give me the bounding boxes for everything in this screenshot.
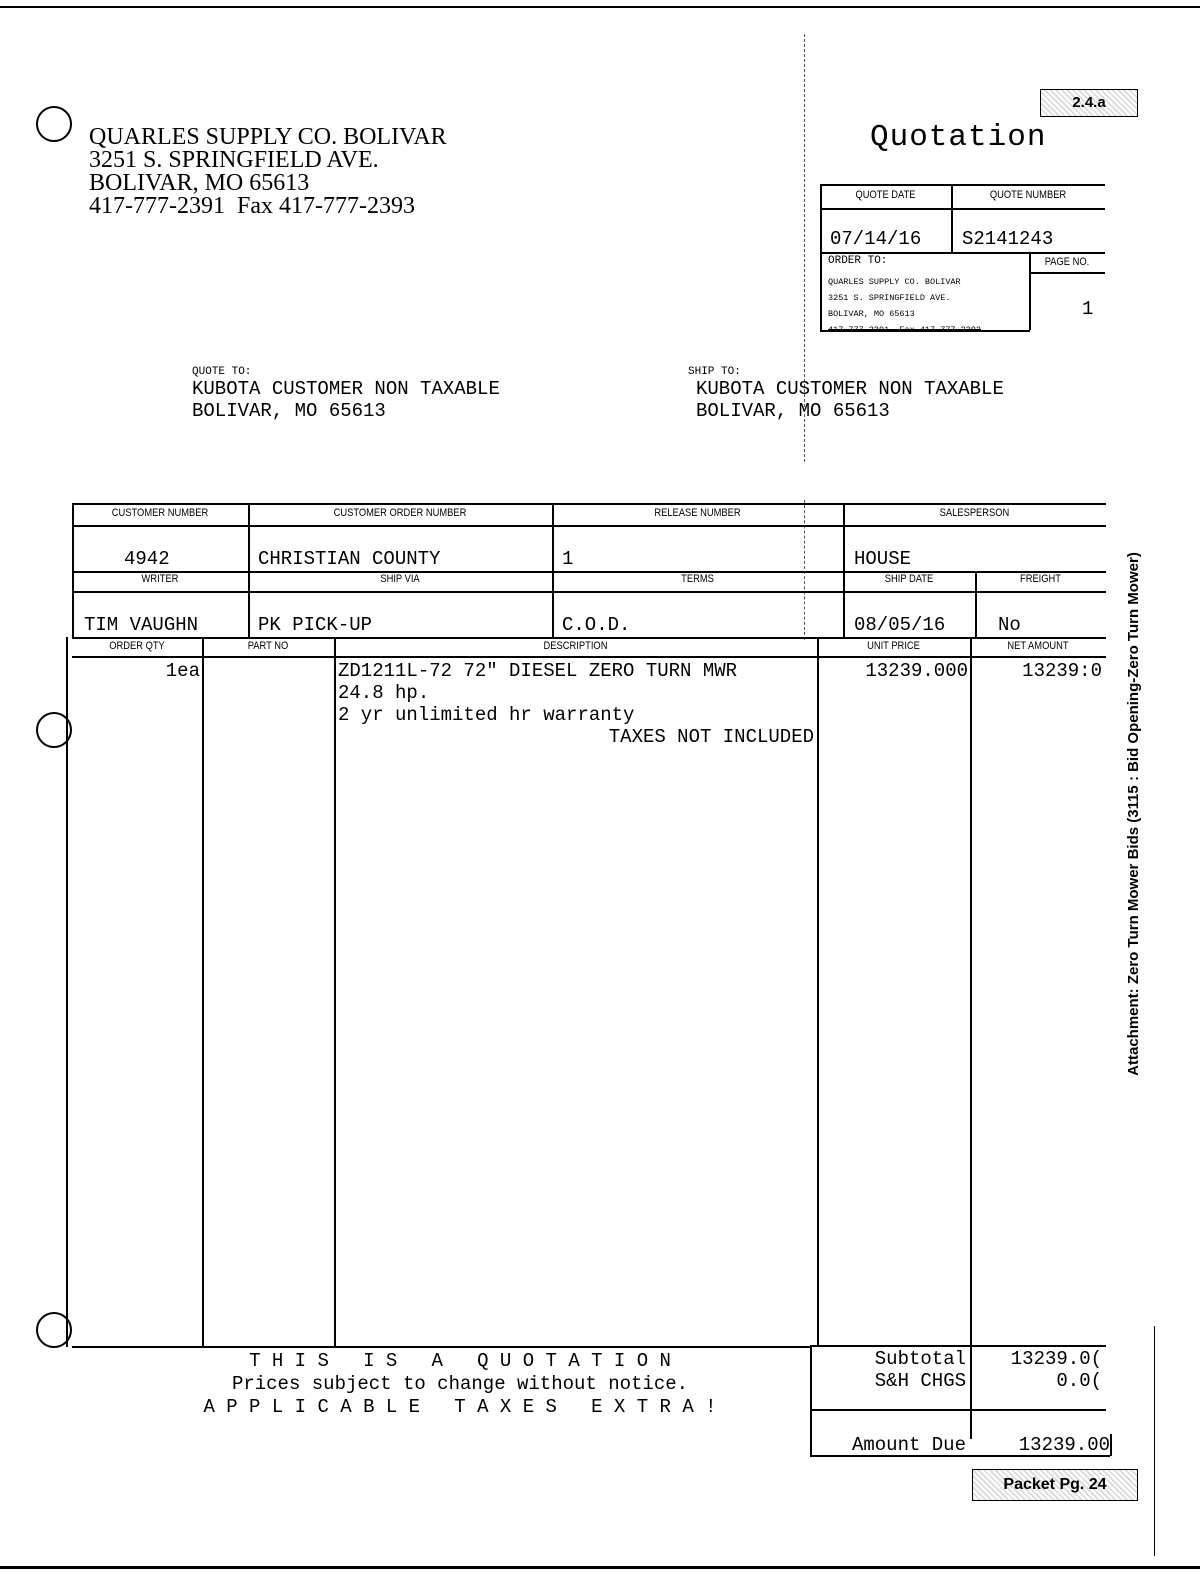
vendor-block bbox=[89, 126, 447, 218]
taxes-notice: A P P L I C A B L E T A X E S E X T R A ! bbox=[203, 1396, 717, 1418]
order-to-line: 3251 S. SPRINGFIELD AVE. bbox=[828, 293, 951, 303]
vendor-street: 3251 S. SPRINGFIELD AVE. bbox=[89, 147, 379, 173]
subtotal-label: Subtotal bbox=[874, 1348, 966, 1370]
page-number: 1 bbox=[1082, 298, 1094, 320]
quote-info-box bbox=[820, 184, 1105, 335]
quote-to-line1: KUBOTA CUSTOMER NON TAXABLE bbox=[192, 378, 500, 400]
order-to-line: BOLIVAR, MO 65613 bbox=[828, 309, 915, 319]
item-desc-line: 24.8 hp. bbox=[338, 682, 430, 704]
ship-to-line1: KUBOTA CUSTOMER NON TAXABLE bbox=[696, 378, 1004, 400]
terms: C.O.D. bbox=[562, 614, 631, 636]
quote-date: 07/14/16 bbox=[830, 228, 922, 250]
page-no-label: PAGE NO. bbox=[1044, 256, 1090, 268]
item-unit-price: 13239.000 bbox=[865, 660, 968, 682]
bottom-border bbox=[0, 1566, 1200, 1569]
ship-via: PK PICK-UP bbox=[258, 614, 373, 636]
quote-to-line2: BOLIVAR, MO 65613 bbox=[192, 400, 386, 422]
ship-to-line2: BOLIVAR, MO 65613 bbox=[696, 400, 890, 422]
top-border bbox=[0, 6, 1200, 8]
ship-date-label: SHIP DATE bbox=[884, 573, 934, 585]
freight-label: FREIGHT bbox=[1019, 573, 1062, 585]
item-net-amount: 13239:0 bbox=[1022, 660, 1102, 682]
customer-number-label: CUSTOMER NUMBER bbox=[111, 507, 209, 519]
vendor-phones: 417-777-2391 Fax 417-777-2393 bbox=[89, 193, 415, 219]
customer-order-number: CHRISTIAN COUNTY bbox=[258, 548, 441, 570]
salesperson: HOUSE bbox=[854, 548, 912, 570]
net-amount-header: NET AMOUNT bbox=[1007, 640, 1069, 652]
quote-to-label: QUOTE TO: bbox=[192, 366, 252, 378]
terms-label: TERMS bbox=[681, 573, 714, 585]
description-header: DESCRIPTION bbox=[543, 640, 608, 652]
writer: TIM VAUGHN bbox=[84, 614, 199, 636]
packet-stamp-top: 2.4.a bbox=[1040, 89, 1138, 117]
salesperson-label: SALESPERSON bbox=[939, 507, 1010, 519]
customer-number: 4942 bbox=[124, 548, 170, 570]
order-to-line: 417-777-2391 Fax 417-777-2393 bbox=[828, 325, 982, 335]
quotation-notice: T H I S I S A Q U O T A T I O N bbox=[249, 1350, 671, 1372]
quote-date-label: QUOTE DATE bbox=[855, 189, 916, 201]
sh-charges-label: S&H CHGS bbox=[874, 1370, 966, 1392]
ship-to-label: SHIP TO: bbox=[688, 366, 741, 378]
ship-date: 08/05/16 bbox=[854, 614, 946, 636]
item-desc-line: 2 yr unlimited hr warranty bbox=[338, 704, 635, 726]
quote-to-block bbox=[192, 366, 500, 422]
order-to-label: ORDER TO: bbox=[828, 255, 888, 267]
unit-price-header: UNIT PRICE bbox=[867, 640, 920, 652]
amount-due-value: 13239.00 bbox=[980, 1434, 1112, 1456]
vendor-city: BOLIVAR, MO 65613 bbox=[89, 170, 310, 196]
item-qty: 1ea bbox=[165, 660, 200, 682]
item-description bbox=[338, 660, 814, 748]
customer-order-number-label: CUSTOMER ORDER NUMBER bbox=[333, 507, 467, 519]
freight: No bbox=[998, 614, 1021, 636]
quote-number-label: QUOTE NUMBER bbox=[989, 189, 1067, 201]
part-no-header: PART NO bbox=[247, 640, 289, 652]
document-title: Quotation bbox=[870, 120, 1047, 155]
vendor-name: QUARLES SUPPLY CO. BOLIVAR bbox=[89, 124, 447, 150]
release-number-label: RELEASE NUMBER bbox=[654, 507, 741, 519]
quote-number: S2141243 bbox=[962, 228, 1054, 250]
item-desc-line: ZD1211L-72 72" DIESEL ZERO TURN MWR bbox=[338, 660, 738, 682]
amount-due-label: Amount Due bbox=[851, 1434, 966, 1456]
subtotal-value: 13239.0( bbox=[1010, 1348, 1102, 1370]
ship-via-label: SHIP VIA bbox=[380, 573, 420, 585]
writer-label: WRITER bbox=[141, 573, 179, 585]
right-edge-line bbox=[1154, 1326, 1155, 1556]
price-change-notice: Prices subject to change without notice. bbox=[231, 1373, 689, 1395]
attachment-side-label: Attachment: Zero Turn Mower Bids (3115 : Bid Opening-Zero Turn Mower) bbox=[1125, 552, 1142, 1076]
order-to-line: QUARLES SUPPLY CO. BOLIVAR bbox=[828, 277, 961, 287]
order-to-address bbox=[828, 274, 981, 338]
packet-page-stamp: Packet Pg. 24 bbox=[972, 1469, 1138, 1501]
order-qty-header: ORDER QTY bbox=[109, 640, 165, 652]
sh-charges-value: 0.0( bbox=[1056, 1370, 1102, 1392]
ship-to-block bbox=[688, 366, 1004, 422]
binder-hole-top bbox=[36, 106, 72, 142]
item-desc-line: TAXES NOT INCLUDED bbox=[608, 726, 814, 748]
release-number: 1 bbox=[562, 548, 574, 570]
